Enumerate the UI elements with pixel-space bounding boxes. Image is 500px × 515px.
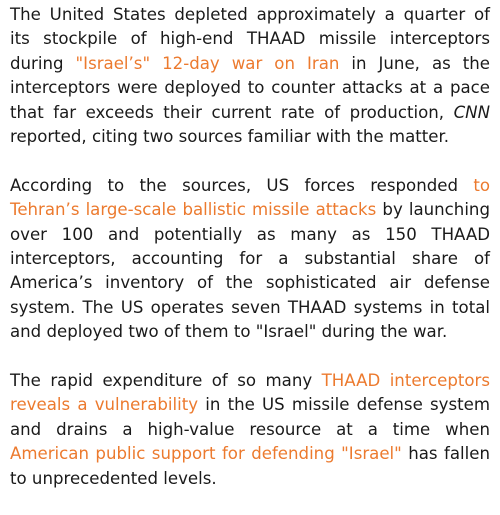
link-tehran-ballistic-missile-attacks[interactable]: to Tehran’s large-scale ballistic missile attacks — [10, 175, 490, 220]
link-israel-12-day-war-on-iran[interactable]: "Israel’s" 12-day war on Iran — [75, 53, 340, 73]
paragraph-1-text-a: The United States depleted approximately a quarter of its stockpile of high-end THAAD missile interceptors during — [10, 5, 490, 73]
paragraph-3-text-a: The rapid expenditure of so many — [10, 371, 322, 391]
link-american-public-support[interactable]: American public support for defending "Israel" — [10, 444, 402, 464]
paragraph-2-text-b: by launching over 100 and potentially as many as 150 THAAD interceptors, accounting for a substantial share of America’s inventory of the sophisticated air defense system. The US operates seven THAAD systems in total and deployed two of them to "Israel" during the war. — [10, 200, 490, 342]
paragraph-3-text-c: has fallen to unprecedented levels. — [10, 444, 490, 488]
source-cnn: CNN — [453, 102, 490, 122]
paragraph-3 — [10, 369, 490, 491]
paragraph-3-text-b: in the US missile defense system and drains a high-value resource at a time when — [10, 395, 490, 439]
paragraph-1-text-c: reported, citing two sources familiar with the matter. — [10, 127, 450, 147]
paragraph-2 — [10, 174, 490, 345]
paragraph-2-text-a: According to the sources, US forces responded — [10, 175, 474, 195]
paragraph-1-text-b: in June, as the interceptors were deployed to counter attacks at a pace that far exceeds their current rate of production, — [10, 53, 490, 122]
link-thaad-interceptors-vulnerability[interactable]: THAAD interceptors reveals a vulnerability — [10, 371, 490, 415]
paragraph-1 — [10, 3, 490, 149]
